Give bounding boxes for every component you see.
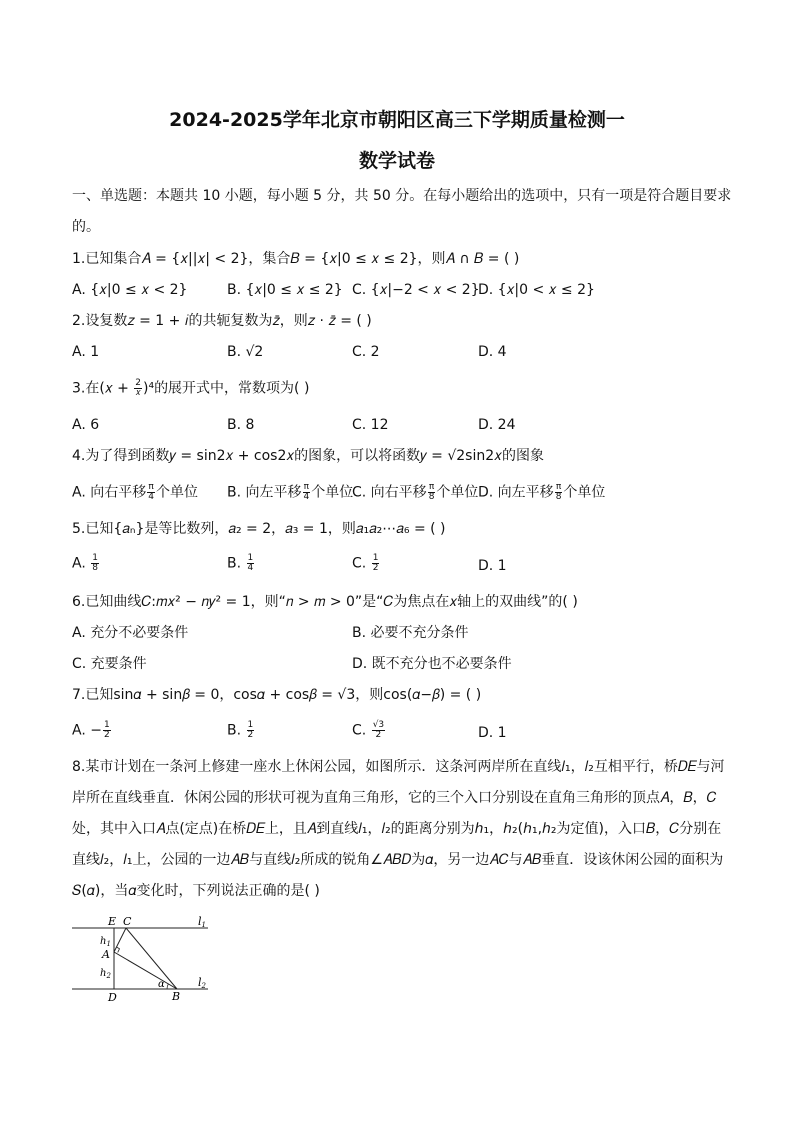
q4-option-b <box>227 483 353 502</box>
question-3-stem <box>72 379 309 398</box>
q7-b-pre: B. <box>227 722 246 739</box>
label-l2-main: l <box>198 976 202 989</box>
q4-b-frac <box>303 483 311 502</box>
section-heading: 一、单选题：本题共 10 小题，每小题 5 分，共 50 分。在每小题给出的选项中，只有一项是符合题目要求 <box>72 188 732 204</box>
q3-stem-exp: )⁴ <box>142 380 155 397</box>
question-4-stem: 4.为了得到函数𝑦 = sin2𝑥 + cos2𝑥的图象，可以将函数𝑦 = √2sin2𝑥的图象 <box>72 448 544 464</box>
q3-option-c: C. 12 <box>352 417 389 433</box>
label-d: D <box>108 991 117 1004</box>
q4-b-den: 4 <box>303 492 310 502</box>
q7-option-b <box>227 721 255 740</box>
label-b: B <box>172 990 181 1003</box>
label-h1-sub: 1 <box>106 940 111 948</box>
q2-option-b: B. √2 <box>227 344 264 360</box>
label-c: C <box>123 915 132 928</box>
q6-option-b: B. 必要不充分条件 <box>352 625 469 641</box>
q4-c-den: 8 <box>428 492 435 502</box>
q5-c-den: 2 <box>372 563 379 573</box>
q7-a-frac <box>103 721 111 740</box>
q5-a-pre: A. <box>72 555 91 572</box>
q4-a-post: 个单位 <box>155 484 198 501</box>
q6-option-a: A. 充分不必要条件 <box>72 625 189 641</box>
q2-option-c: C. 2 <box>352 344 380 360</box>
q5-option-b <box>227 554 255 573</box>
q7-c-frac <box>372 721 385 740</box>
q3-stem-pre: 3.在(𝑥 + <box>72 380 134 397</box>
q7-c-pre: C. <box>352 722 371 739</box>
q1-option-d: D. {𝑥|0 < 𝑥 ≤ 2} <box>478 282 595 298</box>
q7-option-a <box>72 721 112 740</box>
label-h1-main: h <box>100 936 107 947</box>
segment-ac <box>114 928 126 952</box>
q5-option-d: D. 1 <box>478 558 507 574</box>
q6-option-c: C. 充要条件 <box>72 656 147 672</box>
label-h2-sub: 2 <box>106 972 111 980</box>
q4-c-post: 个单位 <box>436 484 479 501</box>
q4-a-pre: A. 向右平移 <box>72 484 147 501</box>
q1-option-c: C. {𝑥|−2 < 𝑥 < 2} <box>352 282 480 298</box>
label-l1 <box>198 915 206 929</box>
q7-b-num: 1 <box>247 720 254 730</box>
q1-option-b: B. {𝑥|0 ≤ 𝑥 ≤ 2} <box>227 282 343 298</box>
q4-option-a <box>72 483 198 502</box>
label-h2 <box>100 968 111 980</box>
q5-c-num: 1 <box>372 553 379 563</box>
q4-a-num: π <box>148 482 154 492</box>
q3-stem-post: 的展开式中，常数项为( ) <box>154 380 310 397</box>
q4-b-post: 个单位 <box>311 484 354 501</box>
q4-d-post: 个单位 <box>563 484 606 501</box>
segment-ab <box>114 952 177 989</box>
q5-c-frac <box>372 554 380 573</box>
q7-c-den: 2 <box>375 730 382 740</box>
page-title: 2024-2025学年北京市朝阳区高三下学期质量检测一 <box>169 109 625 131</box>
q4-a-frac <box>147 483 155 502</box>
q4-c-pre: C. 向右平移 <box>352 484 427 501</box>
label-e: E <box>108 915 117 928</box>
q3-option-a: A. 6 <box>72 417 100 433</box>
q4-a-den: 4 <box>148 492 154 502</box>
q6-option-d: D. 既不充分也不必要条件 <box>352 656 512 672</box>
q5-b-pre: B. <box>227 555 246 572</box>
q5-option-a <box>72 554 100 573</box>
q4-c-frac <box>428 483 436 502</box>
q3-frac-num: 2 <box>135 378 141 388</box>
label-l1-sub: 1 <box>201 921 206 929</box>
q4-b-pre: B. 向左平移 <box>227 484 302 501</box>
q5-a-den: 8 <box>92 563 98 573</box>
q3-fraction <box>134 379 142 398</box>
q5-b-frac <box>247 554 255 573</box>
river-park-figure <box>66 912 216 1004</box>
q7-b-frac <box>247 721 255 740</box>
question-7-stem: 7.已知sin𝛼 + sin𝛽 = 0，cos𝛼 + cos𝛽 = √3，则cos(𝛼−𝛽) = ( ) <box>72 687 482 703</box>
question-1-stem: 1.已知集合𝐴 = {𝑥||𝑥| < 2}，集合𝐵 = {𝑥|0 ≤ 𝑥 ≤ 2}，则𝐴 ∩ 𝐵 = ( ) <box>72 251 520 267</box>
q4-d-den: 8 <box>555 492 562 502</box>
q7-a-den: 2 <box>103 730 110 740</box>
q1-option-a: A. {𝑥|0 ≤ 𝑥 < 2} <box>72 282 188 298</box>
q4-c-num: π <box>428 482 435 492</box>
q3-option-d: D. 24 <box>478 417 516 433</box>
label-l2 <box>198 976 207 990</box>
label-h2-main: h <box>100 968 107 979</box>
label-a: A <box>102 948 110 961</box>
label-alpha: α <box>158 979 165 990</box>
page-subtitle: 数学试卷 <box>358 150 435 172</box>
q7-b-den: 2 <box>247 730 254 740</box>
q7-a-pre: A. − <box>72 722 102 739</box>
question-6-stem: 6.已知曲线𝐶:𝑚𝑥² − 𝑛𝑦² = 1，则“𝑛 > 𝑚 > 0”是“𝐶为焦点在𝑥轴上的双曲线”的( ) <box>72 594 578 610</box>
q5-b-num: 1 <box>247 553 254 563</box>
label-l2-sub: 2 <box>201 982 206 990</box>
label-h1 <box>100 936 111 948</box>
q5-a-frac <box>91 554 99 573</box>
q7-c-num: √3 <box>372 720 385 730</box>
q4-d-num: π <box>555 482 562 492</box>
q7-option-c <box>352 721 386 740</box>
alpha-arc <box>167 984 168 989</box>
q4-option-d <box>478 483 605 502</box>
question-2-stem: 2.设复数𝑧 = 1 + 𝑖的共轭复数为𝑧̄，则𝑧 · 𝑧̄ = ( ) <box>72 313 372 329</box>
q7-a-num: 1 <box>103 720 110 730</box>
q2-option-a: A. 1 <box>72 344 100 360</box>
section-heading-cont: 的。 <box>72 219 100 235</box>
question-5-stem: 5.已知{𝑎ₙ}是等比数列，𝑎₂ = 2，𝑎₃ = 1，则𝑎₁𝑎₂⋯𝑎₆ = ( ) <box>72 521 446 537</box>
q5-c-pre: C. <box>352 555 371 572</box>
right-angle-mark <box>117 947 120 952</box>
q5-a-num: 1 <box>92 553 98 563</box>
q3-option-b: B. 8 <box>227 417 255 433</box>
q5-option-c <box>352 554 380 573</box>
question-8-text: 8.某市计划在一条河上修建一座水上休闲公园，如图所示．这条河两岸所在直线𝑙₁，𝑙₂互相平行，桥𝐷𝐸与河岸所在直线垂直．休闲公园的形状可视为直角三角形，它的三个入口分别设在直角三角形的顶点𝐴，𝐵，𝐶处，其中入口𝐴点(定点)在桥𝐷𝐸上，且𝐴到直线𝑙₁，𝑙₂的距离分别为ℎ₁，ℎ₂(ℎ₁,ℎ₂为定值)，入口𝐵，𝐶分别在直线𝑙₂，𝑙₁上，公园的一边𝐴𝐵与直线𝑙₂所成的锐角∠𝐴𝐵𝐷为𝛼，另一边𝐴𝐶与𝐴𝐵垂直．设该休闲公园的面积为𝑆(𝛼)，当𝛼变化时，下列说法正确的是( ) <box>72 759 725 899</box>
label-l1-main: l <box>198 915 202 928</box>
q4-d-frac <box>555 483 563 502</box>
q3-frac-den: 𝑥 <box>135 388 141 398</box>
q5-b-den: 4 <box>247 563 254 573</box>
q4-b-num: π <box>303 482 310 492</box>
q7-option-d: D. 1 <box>478 725 507 741</box>
q4-option-c <box>352 483 478 502</box>
q4-d-pre: D. 向左平移 <box>478 484 554 501</box>
segment-cb <box>126 928 177 989</box>
q2-option-d: D. 4 <box>478 344 507 360</box>
